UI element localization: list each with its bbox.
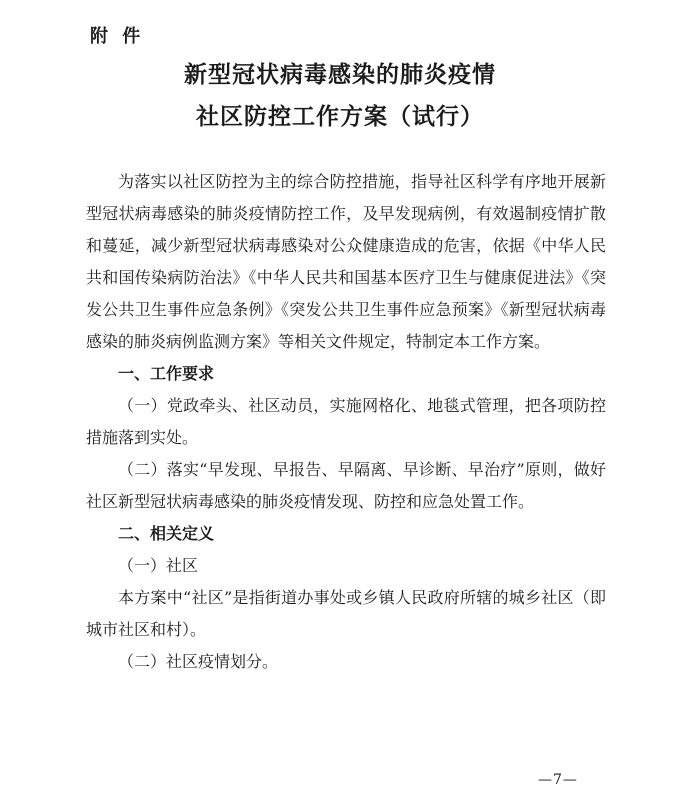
definition-subtitle-community: （一）社区 <box>118 556 199 575</box>
page-number: —7— <box>538 772 578 788</box>
definition-community-text: 本方案中“社区”是指街道办事处或乡镇人民政府所辖的城乡社区（即城市社区和村）。 <box>86 588 606 639</box>
attachment-label: 附 件 <box>90 26 145 47</box>
requirement-item-1: （一）党政牵头、社区动员，实施网格化、地毯式管理，把各项防控措施落到实处。 <box>86 396 606 447</box>
requirement-item-2: （二）落实“早发现、早报告、早隔离、早诊断、早治疗”原则，做好社区新型冠状病毒感染的肺炎疫情发现、防控和应急处置工作。 <box>86 460 606 511</box>
document-title-line-1: 新型冠状病毒感染的肺炎疫情 <box>184 61 496 88</box>
section-heading-requirements: 一、工作要求 <box>118 364 215 383</box>
intro-paragraph: 为落实以社区防控为主的综合防控措施，指导社区科学有序地开展新型冠状病毒感染的肺炎疫情防控工作，及早发现病例，有效遏制疫情扩散和蔓延，减少新型冠状病毒感染对公众健康造成的危害，依据《中华人民共和国传染病防治法》《中华人民共和国基本医疗卫生与健康促进法》《突发公共卫生事件应急条例》《突发公共卫生事件应急预案》《新型冠状病毒感染的肺炎病例监测方案》等相关文件规定，特制定本工作方案。 <box>86 172 606 351</box>
section-heading-definitions: 二、相关定义 <box>118 524 215 543</box>
definition-subtitle-epidemic-division: （二）社区疫情划分。 <box>118 652 279 671</box>
document-title-line-2: 社区防控工作方案（试行） <box>196 103 484 130</box>
document-body <box>86 166 606 678</box>
